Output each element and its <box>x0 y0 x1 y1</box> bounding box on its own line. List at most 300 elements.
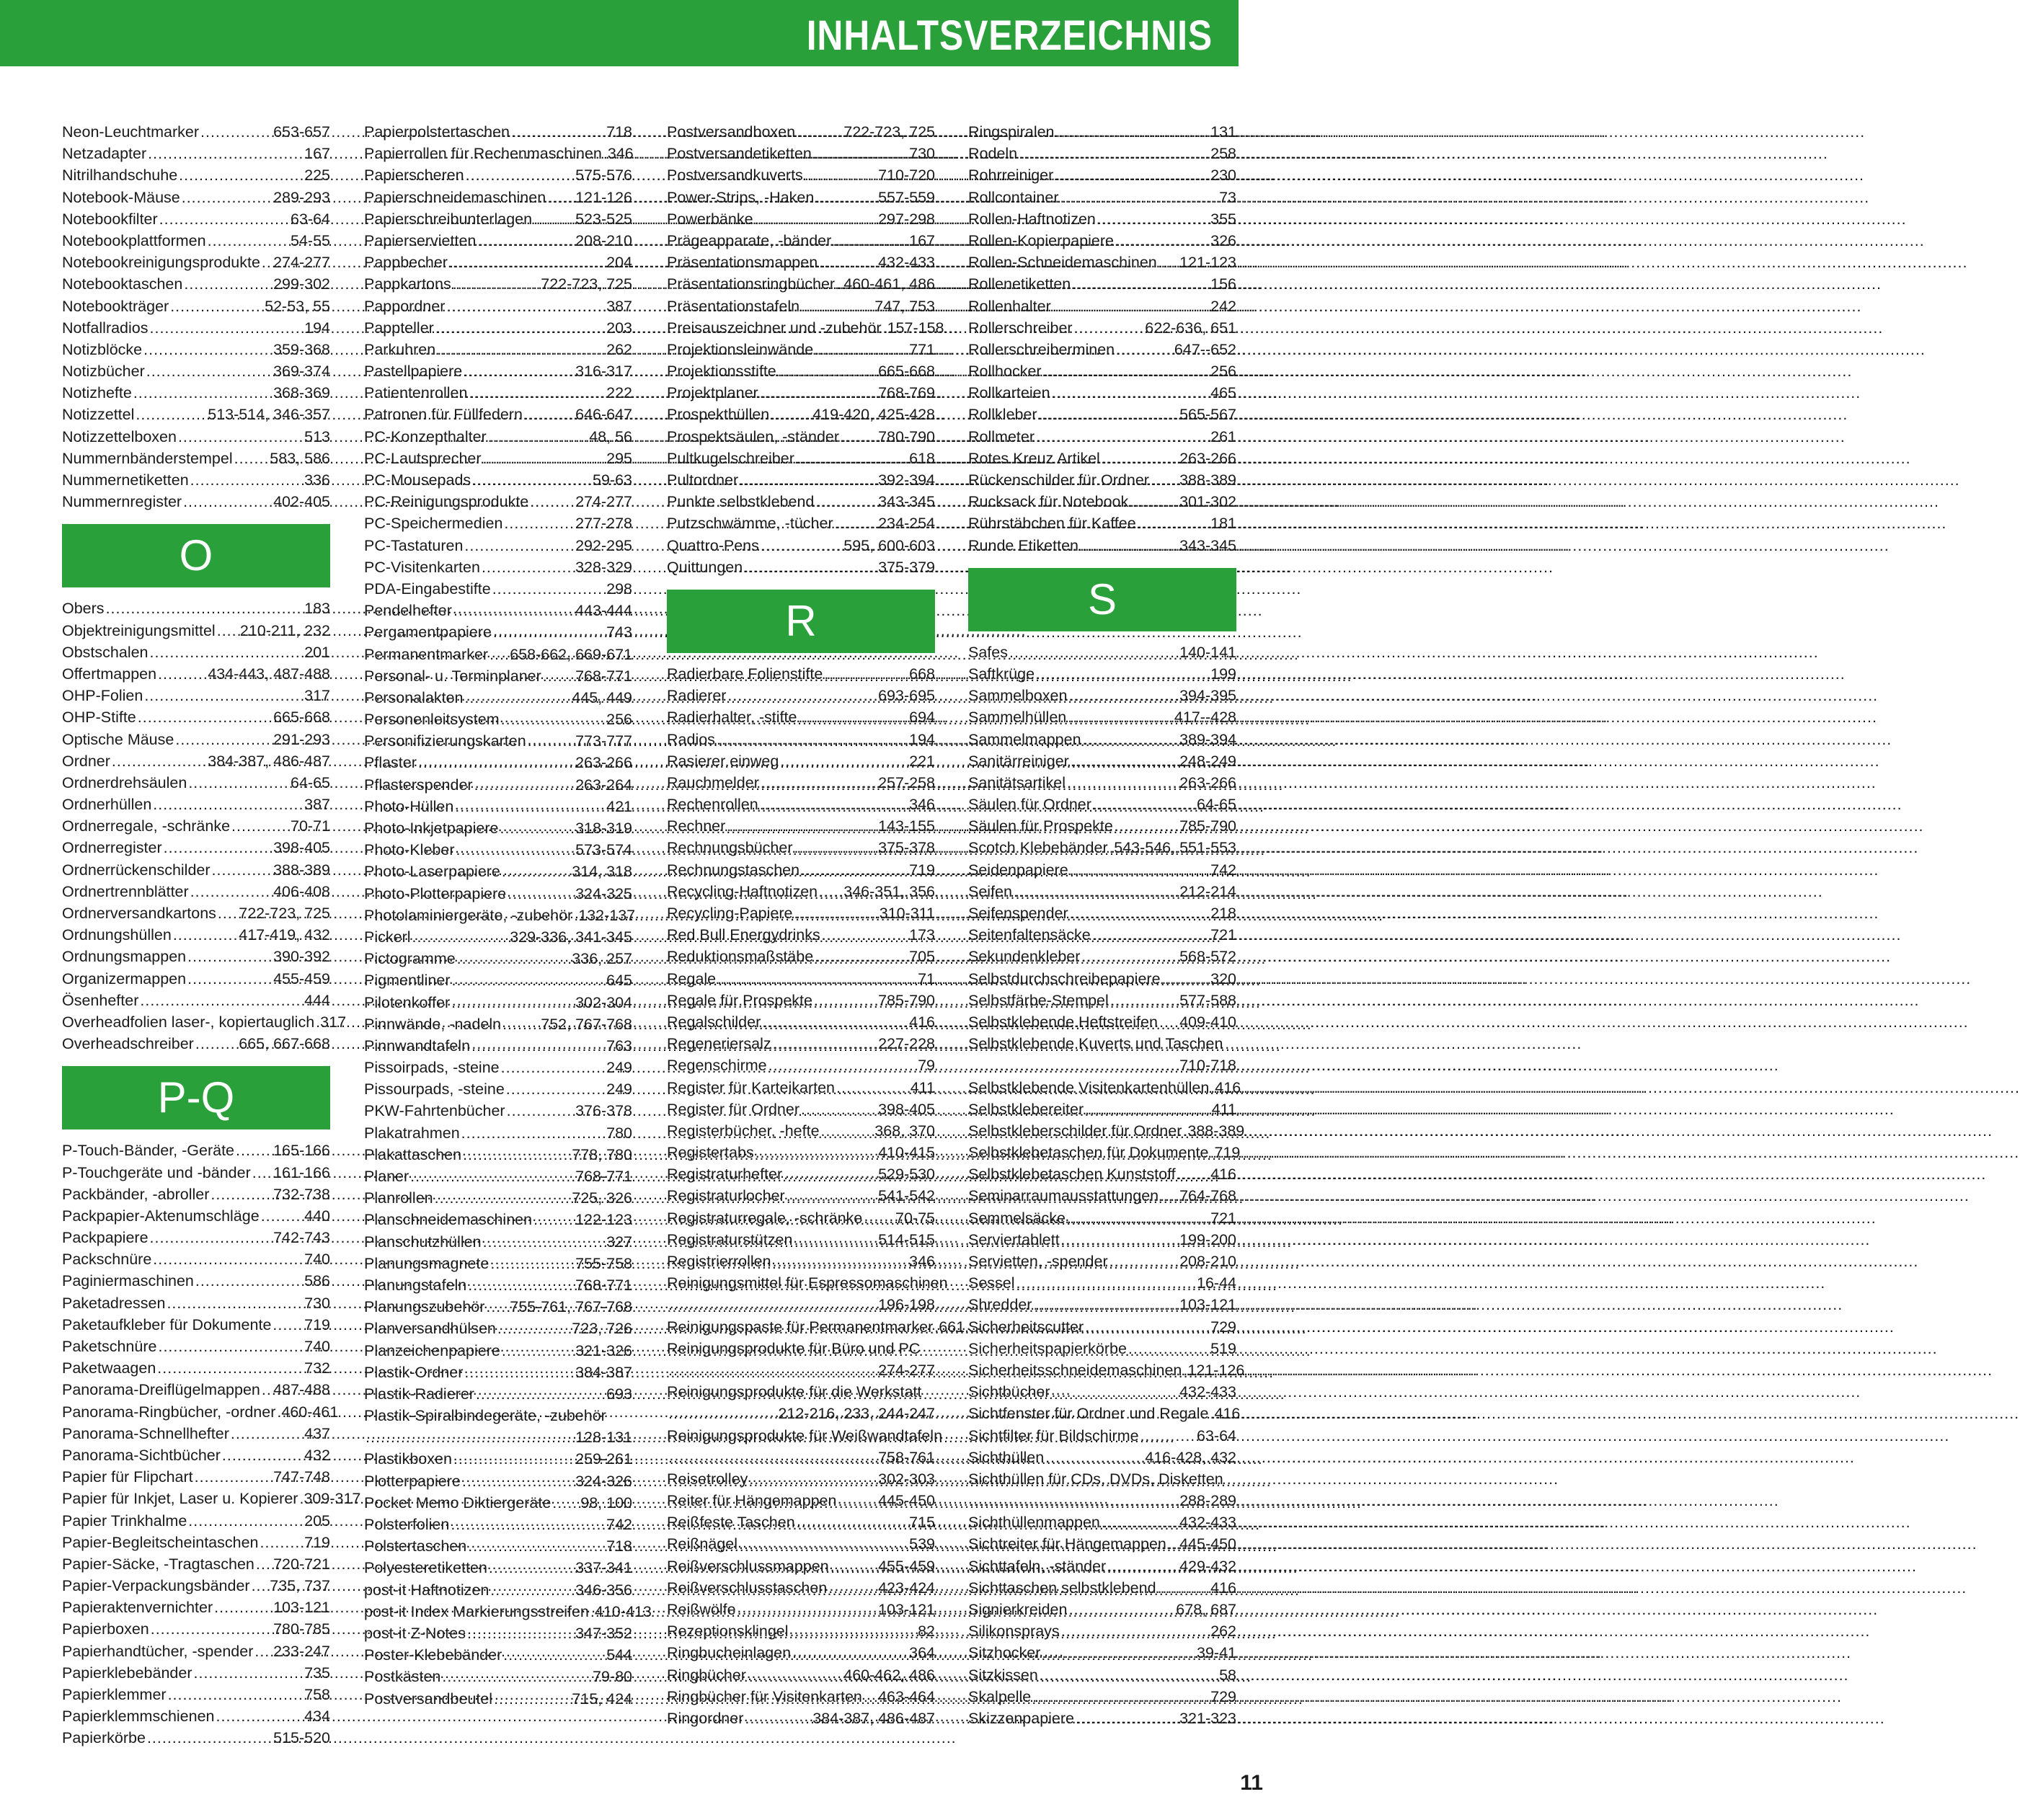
dot-leader <box>175 729 272 750</box>
index-entry <box>62 360 330 382</box>
entry-pages: 722-723, 725 <box>239 905 330 922</box>
entry-pages: 513-514, 346-357 <box>208 406 330 424</box>
entry-name: Nummernregister <box>62 493 182 511</box>
dot-leader <box>1109 837 1113 858</box>
entry-name: Reiter für Hängemappen <box>667 1492 837 1510</box>
index-entry <box>62 1140 330 1161</box>
entry-pages: 302-304 <box>575 993 632 1011</box>
entry-pages: 337-341 <box>575 1559 632 1577</box>
dot-leader <box>455 796 605 817</box>
entry-name: Ringbucheinlagen <box>667 1644 792 1662</box>
index-column-4 <box>968 121 1245 1729</box>
entry-pages: 722-723, 725 <box>541 275 632 293</box>
dot-leader <box>482 556 574 578</box>
entry-name: Registerbücher, -hefte <box>667 1122 820 1140</box>
entry-name: Planungszubehör <box>364 1298 485 1316</box>
index-entry <box>62 187 330 208</box>
entry-pages: 773-777 <box>575 732 632 750</box>
entry-pages: 64-65 <box>1197 796 1236 814</box>
entry-name: Selbstklebereiter <box>968 1100 1084 1118</box>
index-entry <box>667 1207 935 1229</box>
entry-name: Reinigungspaste für Permanentmarker <box>667 1318 934 1336</box>
entry-pages: 328-329 <box>575 558 632 576</box>
entry-pages: 541-542 <box>878 1187 935 1205</box>
entry-pages: 544 <box>606 1646 632 1664</box>
entry-pages: 618 <box>909 449 935 467</box>
entry-pages: 167 <box>909 231 935 249</box>
entry-pages: 519 <box>1210 1339 1236 1357</box>
entry-name: Pergamentpapiere <box>364 623 492 642</box>
entry-pages: 242 <box>1210 297 1236 315</box>
dot-leader <box>273 1314 303 1336</box>
dot-leader <box>182 187 272 208</box>
index-entry <box>364 861 632 882</box>
dot-leader <box>453 600 574 621</box>
dot-leader <box>146 360 272 382</box>
entry-pages: 394-395 <box>1179 687 1236 705</box>
entry-name: Projektionsleinwände <box>667 340 814 358</box>
entry-name: Regale für Prospekte <box>667 991 812 1009</box>
entry-name: Registraturregale, -schränke <box>667 1209 863 1227</box>
entry-name: Rollen-Kopierpapiere <box>968 231 1114 249</box>
entry-name: Rollen-Haftnotizen <box>968 210 1096 228</box>
index-entry <box>968 1229 1236 1251</box>
dot-leader <box>501 1057 606 1078</box>
entry-pages: 742 <box>606 1516 632 1533</box>
entry-name: Pappordner <box>364 297 446 315</box>
entry-name: Photo-Kleber <box>364 841 455 859</box>
index-entry <box>364 491 632 512</box>
entry-name: Plastikboxen <box>364 1450 452 1468</box>
index-entry <box>667 1577 935 1599</box>
index-entry <box>62 968 330 990</box>
entry-name: Panorama-Dreiflügelmappen <box>62 1381 260 1399</box>
dot-leader <box>472 469 591 491</box>
entry-pages: 165-166 <box>273 1142 330 1160</box>
entry-name: Packpapiere <box>62 1229 149 1247</box>
entry-pages: 763 <box>606 1036 632 1055</box>
dot-leader <box>449 252 605 273</box>
index-entry <box>968 881 1236 902</box>
index-entry <box>62 296 330 317</box>
dot-leader <box>461 1122 605 1144</box>
entry-name: Preisauszeichner und -zubehör <box>667 319 882 337</box>
entry-name: Packbänder, -abroller <box>62 1185 210 1203</box>
entry-pages: 343-345 <box>1179 536 1236 554</box>
index-entry <box>667 924 935 946</box>
entry-name: Rollcontainer <box>968 188 1059 206</box>
entry-pages: 218 <box>1210 905 1236 922</box>
index-entry <box>968 1555 1236 1577</box>
entry-name: Rollhocker <box>968 363 1042 381</box>
entry-pages: 368, 370 <box>874 1122 935 1140</box>
entry-name: Plakattaschen <box>364 1145 462 1163</box>
index-entry <box>667 1555 935 1577</box>
entry-name: Sicherheitscutter <box>968 1318 1084 1336</box>
entry-pages: 423-424 <box>878 1579 935 1597</box>
dot-leader <box>150 642 304 663</box>
index-entry <box>364 1535 632 1557</box>
entry-name: Sichthüllenmappen <box>968 1514 1100 1532</box>
index-entry <box>62 750 330 772</box>
index-entry <box>62 1618 330 1640</box>
index-entry <box>667 404 935 425</box>
dot-leader <box>136 404 206 425</box>
dot-leader <box>187 968 272 990</box>
dot-leader <box>194 1662 304 1684</box>
entry-pages: 780-790 <box>878 427 935 445</box>
dot-leader <box>173 924 237 946</box>
entry-name: Sanitätsartikel <box>968 773 1066 791</box>
entry-pages: 199-200 <box>1179 1230 1236 1248</box>
index-entry <box>968 252 1236 273</box>
entry-pages: 747, 753 <box>874 297 935 315</box>
entry-pages: 346 <box>909 1253 935 1270</box>
entry-pages: 557-559 <box>878 188 935 206</box>
section-letter: S <box>968 568 1236 631</box>
entry-name: Notebooktaschen <box>62 275 183 293</box>
index-entry <box>667 360 935 382</box>
dot-leader <box>833 230 908 252</box>
index-entry <box>364 774 632 796</box>
index-entry <box>968 642 1236 663</box>
dot-leader <box>158 663 206 685</box>
dot-leader <box>533 1209 574 1230</box>
index-entry <box>364 905 636 926</box>
dot-leader <box>815 946 908 967</box>
index-entry <box>667 990 935 1011</box>
index-entry <box>968 1664 1236 1686</box>
entry-pages: 742 <box>1210 861 1236 879</box>
entry-pages: 417-419, 432 <box>239 926 330 944</box>
entry-pages: 298 <box>606 580 632 598</box>
dot-leader <box>1039 404 1178 425</box>
dot-leader <box>1067 1207 1209 1229</box>
index-entry <box>968 491 1236 512</box>
dot-leader <box>468 1274 574 1296</box>
dot-leader <box>768 1055 916 1076</box>
entry-name: Postversandkuverts <box>667 167 803 185</box>
index-entry <box>968 1011 1236 1033</box>
entry-name: Sichtbücher <box>968 1383 1050 1401</box>
index-entry <box>667 706 935 728</box>
dot-leader <box>254 1641 272 1662</box>
index-entry <box>364 992 632 1013</box>
dot-leader <box>790 1620 917 1642</box>
entry-pages: 277-278 <box>575 515 632 533</box>
index-entry <box>667 1620 935 1642</box>
dot-leader <box>836 1077 909 1098</box>
index-entry <box>667 1425 943 1447</box>
entry-name: Sicherheitsschneidemaschinen <box>968 1361 1182 1379</box>
entry-pages: 208-210 <box>1179 1253 1236 1270</box>
entry-name: Pastellpapiere <box>364 363 463 381</box>
dot-leader <box>462 1470 574 1492</box>
index-entry <box>667 1642 935 1664</box>
index-entry <box>62 1336 330 1357</box>
dot-leader <box>1080 535 1178 556</box>
dot-leader <box>828 1577 877 1599</box>
entry-pages: 732 <box>304 1359 330 1377</box>
index-entry <box>62 1227 330 1248</box>
entry-pages: 780-785 <box>273 1620 330 1638</box>
entry-name: Rollmeter <box>968 427 1035 445</box>
entry-name: Präsentationstafeln <box>667 297 800 315</box>
entry-pages: 156 <box>1210 275 1236 293</box>
dot-leader <box>208 230 289 252</box>
index-entry <box>667 750 935 772</box>
index-column-3 <box>667 121 965 1729</box>
entry-pages: 539 <box>909 1535 935 1553</box>
entry-pages: 274-277 <box>575 493 632 511</box>
entry-name: Rückenschilder für Ordner <box>968 471 1149 489</box>
entry-name: Red Bull Energydrinks <box>667 926 820 944</box>
entry-name: Prospektsäulen, -ständer <box>667 427 840 445</box>
entry-name: Sichttafeln, -ständer <box>968 1557 1107 1575</box>
entry-name: Papierservietten <box>364 231 477 249</box>
index-entry <box>364 1579 632 1601</box>
dot-leader <box>778 360 877 382</box>
index-entry <box>62 121 330 143</box>
entry-name: P-Touchgeräte und -bänder <box>62 1163 251 1181</box>
dot-leader <box>157 1357 303 1379</box>
index-entry <box>364 883 632 905</box>
index-entry <box>364 404 632 425</box>
entry-name: Sicherheitspapierkörbe <box>968 1339 1127 1357</box>
dot-leader <box>188 772 289 794</box>
entry-name: Notizblöcke <box>62 340 143 358</box>
entry-pages: 387 <box>304 796 330 814</box>
dot-leader <box>1067 772 1178 794</box>
index-entry <box>667 512 935 534</box>
entry-pages: 730 <box>909 145 935 163</box>
entry-name: Sitzhocker <box>968 1644 1041 1662</box>
entry-name: Pocket Memo Diktiergeräte <box>364 1493 551 1512</box>
entry-name: Sammelhüllen <box>968 709 1067 727</box>
entry-name: Seitenfaltensäcke <box>968 926 1091 944</box>
entry-pages: 778, 780 <box>572 1145 632 1163</box>
index-entry <box>62 1444 330 1466</box>
index-entry <box>364 1166 632 1187</box>
index-entry <box>62 1205 330 1227</box>
entry-name: Quittungen <box>667 558 743 576</box>
index-entry <box>968 1381 1236 1403</box>
dot-leader <box>1162 968 1210 990</box>
dot-leader <box>1061 1229 1178 1251</box>
dot-leader <box>524 404 574 425</box>
index-entry <box>968 404 1236 425</box>
entry-pages: 369-374 <box>273 363 330 381</box>
index-entry <box>364 665 632 687</box>
entry-name: Photo-Plotterpapiere <box>364 884 507 902</box>
index-entry <box>667 772 935 794</box>
dot-leader <box>1093 794 1195 815</box>
entry-name: Selbstklebende Kuverts und Taschen <box>968 1035 1223 1053</box>
entry-name: PC-Reinigungsprodukte <box>364 493 529 511</box>
entry-pages: 720-721 <box>273 1555 330 1573</box>
entry-name: Objektreinigungsmittel <box>62 621 216 639</box>
dot-leader <box>316 1011 319 1033</box>
dot-leader <box>435 1187 571 1209</box>
entry-name: Notebookträger <box>62 297 169 315</box>
index-entry <box>968 1077 1241 1098</box>
index-entry <box>364 1601 652 1623</box>
entry-name: Reinigungsprodukte für die Werkstatt <box>667 1383 922 1401</box>
entry-pages: 586 <box>304 1272 330 1290</box>
entry-pages: 324-325 <box>575 884 632 902</box>
index-entry <box>364 817 632 839</box>
dot-leader <box>756 1142 877 1163</box>
page-number: 11 <box>1240 1771 1263 1795</box>
dot-leader <box>590 1601 593 1623</box>
entry-pages: 432-433 <box>1179 1383 1236 1401</box>
entry-pages: 658-662, 669-671 <box>510 645 632 663</box>
entry-pages: 301-302 <box>1179 493 1236 511</box>
entry-pages: 309-317 <box>304 1490 361 1508</box>
dot-leader <box>200 121 272 143</box>
dot-leader <box>1036 663 1209 685</box>
entry-name: PC-Lautsprecher <box>364 449 482 467</box>
dot-leader <box>1045 1447 1143 1468</box>
dot-leader <box>1130 491 1178 512</box>
entry-pages: 212-214 <box>1179 882 1236 900</box>
entry-name: Ringbücher <box>667 1666 746 1684</box>
entry-name: PC-Speichermedien <box>364 515 503 533</box>
entry-pages: 355 <box>1210 210 1236 228</box>
entry-pages: 289-293 <box>273 188 330 206</box>
entry-name: Rollenhalter <box>968 297 1051 315</box>
dot-leader <box>486 1296 508 1318</box>
index-entry <box>62 772 330 794</box>
dot-leader <box>1032 1686 1209 1708</box>
entry-name: Panorama-Ringbücher, -ordner <box>62 1403 276 1421</box>
dot-leader <box>471 1035 605 1057</box>
dot-leader <box>1138 512 1209 534</box>
entry-pages: 661 <box>939 1318 965 1336</box>
entry-name: PC-Tastaturen <box>364 536 464 554</box>
index-entry <box>667 230 935 252</box>
index-entry <box>667 1686 935 1708</box>
dot-leader <box>218 902 237 924</box>
entry-pages: 398-405 <box>878 1100 935 1118</box>
index-entry <box>968 426 1236 448</box>
index-entry <box>364 535 632 556</box>
dot-leader <box>476 1383 605 1405</box>
entry-name: Ordnerversandkartons <box>62 905 216 922</box>
index-entry <box>968 143 1236 164</box>
dot-leader <box>252 1162 272 1184</box>
index-entry <box>62 1705 330 1727</box>
dot-leader <box>749 1468 877 1490</box>
entry-name: Notebook-Mäuse <box>62 188 180 206</box>
index-entry <box>62 491 330 512</box>
dot-leader <box>492 578 605 600</box>
entry-pages: 82 <box>918 1623 935 1641</box>
entry-pages: 718 <box>606 1537 632 1555</box>
entry-pages: 705 <box>909 948 935 966</box>
entry-name: Sekundenkleber <box>968 948 1081 966</box>
index-entry <box>667 729 935 750</box>
dot-leader <box>1183 1359 1186 1381</box>
entry-pages: 79 <box>918 1057 935 1075</box>
entry-pages: 398-405 <box>273 839 330 857</box>
entry-pages: 52-53, 55 <box>265 297 330 315</box>
entry-name: Poster-Klebebänder <box>364 1646 502 1664</box>
index-entry <box>62 1379 330 1400</box>
entry-name: Paketwaagen <box>62 1359 156 1377</box>
index-entry <box>364 926 632 948</box>
section-letter: O <box>62 524 330 587</box>
entry-name: Planschneidemaschinen <box>364 1211 533 1229</box>
dot-leader <box>467 1623 574 1644</box>
entry-name: Recycling-Haftnotizen <box>667 882 818 900</box>
index-entry <box>364 448 632 469</box>
dot-leader <box>838 1490 877 1512</box>
index-entry <box>667 1098 935 1120</box>
index-entry <box>968 902 1236 924</box>
entry-name: Notfallradios <box>62 319 149 337</box>
dot-leader <box>216 1705 304 1727</box>
dot-leader <box>442 1666 591 1687</box>
entry-name: Sanitärreiniger <box>968 752 1069 770</box>
dot-leader <box>762 1011 908 1033</box>
entry-name: Overheadschreiber <box>62 1035 194 1053</box>
dot-leader <box>1068 685 1178 706</box>
entry-name: Sessel <box>968 1274 1015 1292</box>
entry-pages: 780 <box>606 1124 632 1142</box>
index-entry <box>968 1620 1236 1642</box>
entry-pages: 723, 726 <box>572 1320 632 1338</box>
dot-leader <box>717 968 916 990</box>
entry-pages: 203 <box>606 319 632 337</box>
index-entry <box>364 839 632 861</box>
index-entry <box>62 339 330 360</box>
entry-pages: 249 <box>606 1059 632 1077</box>
dot-leader <box>1061 1620 1209 1642</box>
entry-pages: 249 <box>606 1080 632 1098</box>
entry-pages: 336, 257 <box>572 950 632 968</box>
entry-name: Packpapier-Aktenumschläge <box>62 1207 260 1225</box>
index-entry <box>364 1296 632 1318</box>
index-entry <box>62 1162 330 1184</box>
index-entry <box>364 1274 632 1296</box>
entry-name: Plastik-Spiralbindegeräte, -zubehör <box>364 1407 606 1425</box>
entry-pages: 665-668 <box>273 709 330 727</box>
dot-leader <box>437 339 605 360</box>
entry-name: Sitzkissen <box>968 1666 1038 1684</box>
index-entry <box>667 1316 965 1338</box>
dot-leader <box>1052 382 1210 404</box>
entry-name: post-it Index Markierungsstreifen <box>364 1602 589 1620</box>
entry-name: Ringordner <box>667 1709 744 1727</box>
index-entry <box>968 230 1236 252</box>
entry-pages: 715 <box>909 1514 935 1532</box>
entry-name: Scotch Klebebänder <box>968 839 1108 857</box>
index-entry <box>667 1468 935 1490</box>
entry-name: Projektionsstifte <box>667 363 776 381</box>
entry-pages: 465 <box>1210 384 1236 402</box>
dot-leader <box>502 1013 539 1035</box>
dot-leader <box>252 1575 269 1597</box>
entry-pages: 262 <box>1210 1623 1236 1641</box>
entry-pages: 258 <box>1210 145 1236 163</box>
dot-leader <box>494 1688 570 1710</box>
index-entry <box>364 1448 632 1470</box>
section-letter: P-Q <box>62 1066 330 1129</box>
dot-leader <box>745 1708 811 1729</box>
entry-pages: 445, 449 <box>572 688 632 706</box>
entry-name: Rezeptionsklingel <box>667 1623 789 1641</box>
